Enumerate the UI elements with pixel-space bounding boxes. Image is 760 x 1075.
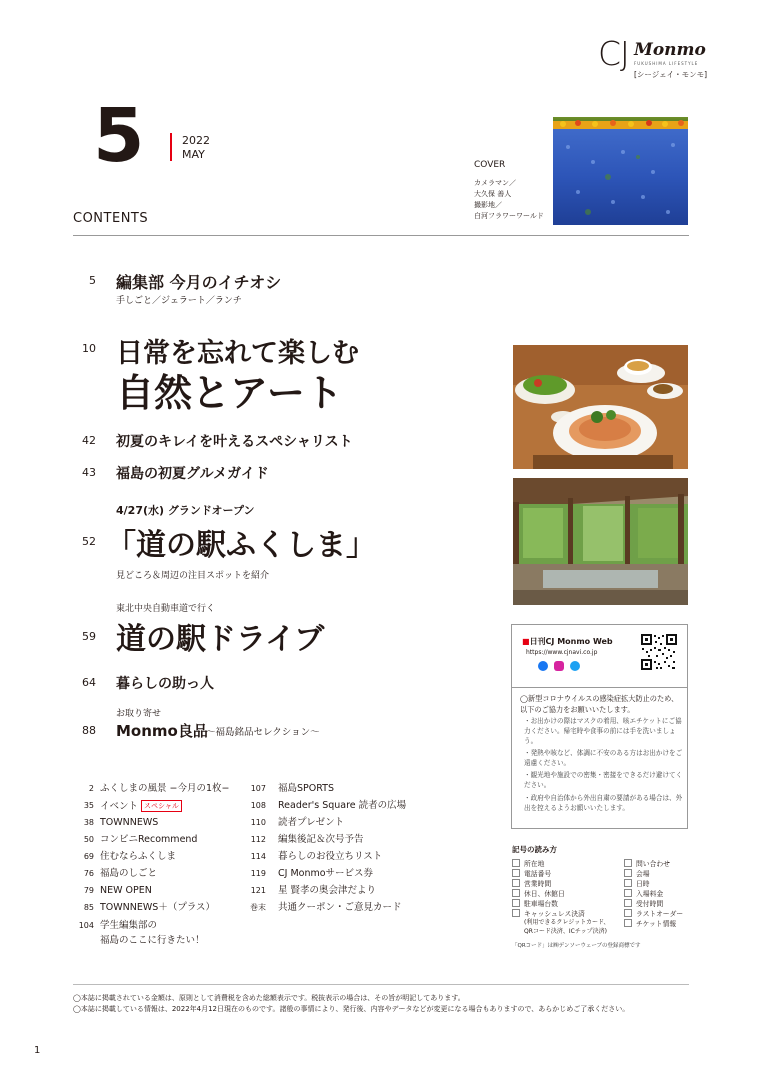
covid-notice-item: ・発熱や咳など、体調に不安のある方はお出かけをご遠慮ください。 — [524, 749, 683, 767]
logo-tagline: FUKUSHIMA LIFESTYLE — [634, 61, 699, 66]
list-page: 38 — [83, 818, 94, 827]
toc-kicker: 4/27(水) グランドオープン — [116, 504, 255, 517]
qr-code[interactable] — [640, 633, 678, 671]
covid-notice-item: ・政府や自治体から外出自粛の要請がある場合は、外出を控えるようお願いいたします。 — [524, 794, 683, 812]
toc-title-large[interactable]: 「道の駅ふくしま」 — [106, 528, 376, 563]
list-item[interactable]: 学生編集部の — [100, 920, 158, 931]
toc-title[interactable]: 日常を忘れて楽しむ — [116, 338, 359, 369]
twitter-icon[interactable] — [570, 661, 580, 671]
toc-title[interactable]: 編集部 今月のイチオシ — [116, 273, 282, 292]
ticket-icon — [624, 919, 632, 927]
web-url[interactable]: https://www.cjnavi.co.jp — [526, 649, 598, 656]
list-page: 79 — [83, 886, 94, 895]
toc-kicker: 東北中央自動車道で行く — [116, 604, 216, 614]
issue-month: MAY — [182, 148, 205, 161]
legend-title: 記号の読み方 — [512, 845, 557, 854]
logo-kana: [シージェイ・モンモ] — [634, 70, 708, 79]
list-item[interactable]: イベント スペシャル — [100, 800, 182, 813]
legend-item: 日時 — [624, 879, 650, 889]
toc-subtitle: ～福島銘品セレクション～ — [206, 727, 320, 738]
cover-credit-line: 撮影地／ — [474, 201, 502, 209]
list-item[interactable]: 住むならふくしま — [100, 851, 177, 862]
toc-title[interactable]: 初夏のキレイを叶えるスペシャリスト — [116, 434, 353, 450]
legend-item: 入場料金 — [624, 889, 663, 899]
list-page: 110 — [250, 818, 266, 827]
list-item[interactable]: 暮らしのお役立ちリスト — [278, 851, 383, 862]
list-page: 104 — [78, 921, 94, 930]
toc-page: 88 — [82, 724, 96, 737]
facebook-icon[interactable] — [538, 661, 548, 671]
toc-page: 42 — [82, 434, 96, 447]
legend-item: ラストオーダー — [624, 909, 683, 919]
parking-icon — [512, 899, 520, 907]
cover-credit-line: 白河フラワーワールド — [474, 212, 544, 220]
cashless-icon — [512, 909, 520, 917]
legend-item: 受付時間 — [624, 899, 663, 909]
last-order-icon — [624, 909, 632, 917]
list-page: 108 — [250, 801, 266, 810]
contents-heading: CONTENTS — [73, 211, 149, 226]
footnote: ◯本誌に掲載している情報は、2022年4月12日現在のものです。諸般の事情により、発行後、内容やデータなどが変更になる場合もありますので、あらかじめご了承ください。 — [73, 1005, 630, 1013]
list-item[interactable]: 福島SPORTS — [278, 783, 334, 794]
list-item[interactable]: CJ Monmoサービス券 — [278, 868, 374, 879]
web-title[interactable]: ■日刊CJ Monmo Web — [522, 637, 613, 646]
covid-notice: ◯新型コロナウイルスの感染症拡大防止のため、以下のご協力をお願いいたします。 — [520, 694, 679, 714]
instagram-icon[interactable] — [554, 661, 564, 671]
list-page: 107 — [250, 784, 266, 793]
covid-notice-item: ・観光地や施設での密集・密接をできるだけ避けてください。 — [524, 771, 683, 789]
legend-item: 問い合わせ — [624, 859, 670, 869]
food-photo — [513, 345, 688, 469]
list-page: 35 — [83, 801, 94, 810]
list-item[interactable]: コンビニRecommend — [100, 834, 198, 845]
toc-page: 64 — [82, 676, 96, 689]
toc-page: 59 — [82, 630, 96, 643]
list-item-continued[interactable]: 福島のここに行きたい！ — [100, 935, 205, 946]
toc-title[interactable]: Monmo良品 — [116, 722, 208, 740]
fee-icon — [624, 889, 632, 897]
page-number: 1 — [34, 1045, 41, 1056]
legend-note: QRコード決済、ICチップ決済) — [524, 928, 608, 935]
address-icon — [512, 859, 520, 867]
list-item[interactable]: 星 賢孝の奥会津だより — [278, 885, 377, 896]
toc-subtitle: 見どころ＆周辺の注目スポットを紹介 — [116, 571, 270, 581]
legend-item: キャッシュレス決済 — [512, 909, 585, 919]
list-item[interactable]: 福島のしごと — [100, 868, 158, 879]
datetime-icon — [624, 879, 632, 887]
logo-monmo: Monmo — [634, 40, 706, 60]
toc-page: 10 — [82, 342, 96, 355]
legend-item: チケット情報 — [624, 919, 676, 929]
list-page: 巻末 — [250, 903, 266, 912]
venue-icon — [624, 869, 632, 877]
toc-kicker: お取り寄せ — [116, 709, 162, 719]
list-page: 50 — [83, 835, 94, 844]
toc-title[interactable]: 福島の初夏グルメガイド — [116, 466, 269, 482]
web-box-divider — [512, 687, 687, 688]
cover-credit-line: カメラマン／ — [474, 179, 516, 187]
list-page: 2 — [88, 784, 94, 793]
list-item[interactable]: Reader's Square 読者の広場 — [278, 800, 407, 811]
list-page: 121 — [250, 886, 266, 895]
list-page: 119 — [250, 869, 266, 878]
special-badge: スペシャル — [141, 800, 182, 812]
list-item[interactable]: 読者プレゼント — [278, 817, 345, 828]
issue-number: 5 — [93, 93, 145, 179]
toc-page: 5 — [89, 274, 96, 287]
phone-icon — [512, 869, 520, 877]
list-page: 69 — [83, 852, 94, 861]
toc-subtitle: 手しごと／ジェラート／ランチ — [116, 296, 242, 306]
inquiry-icon — [624, 859, 632, 867]
covid-notice-item: ・お出かけの際はマスクの着用、咳エチケットにご協力ください。帰宅時や食事の前には手を洗いましょう。 — [524, 717, 682, 745]
list-item[interactable]: 共通クーポン・ご意見カード — [278, 902, 402, 913]
footnote: ◯本誌に掲載されている金額は、原則として消費税を含めた総額表示です。税抜表示の場合は、その旨が明記してあります。 — [73, 994, 465, 1002]
web-title-text: 日刊CJ Monmo Web — [529, 637, 613, 646]
issue-year: 2022 — [182, 134, 210, 147]
list-item[interactable]: NEW OPEN — [100, 885, 152, 896]
legend-note: (利用できるクレジットカード、 — [524, 919, 610, 926]
legend-item: 駐車場台数 — [512, 899, 558, 909]
legend-item: 会場 — [624, 869, 650, 879]
legend-item: 所在地 — [512, 859, 544, 869]
cover-label: COVER — [474, 160, 506, 170]
toc-page: 52 — [82, 535, 96, 548]
reception-icon — [624, 899, 632, 907]
toc-page: 43 — [82, 466, 96, 479]
toc-title-large[interactable]: 道の駅ドライブ — [116, 622, 325, 657]
list-page: 85 — [83, 903, 94, 912]
footer-divider — [73, 984, 689, 985]
magazine-logo — [598, 34, 718, 84]
list-page: 112 — [250, 835, 266, 844]
legend-item: 電話番号 — [512, 869, 551, 879]
legend-item: 営業時間 — [512, 879, 551, 889]
holiday-icon — [512, 889, 520, 897]
list-page: 76 — [83, 869, 94, 878]
cover-photo — [553, 117, 688, 225]
list-item[interactable]: ふくしまの風景 −今月の1枚− — [100, 783, 230, 794]
toc-title[interactable]: 暮らしの助っ人 — [116, 676, 214, 692]
logo-cj: CJ — [598, 34, 629, 73]
legend-item: 休日、休館日 — [512, 889, 565, 899]
list-item[interactable]: TOWNNEWS＋（プラス） — [100, 902, 216, 913]
web-notice-box — [511, 624, 688, 829]
building-photo — [513, 478, 688, 605]
list-page: 114 — [250, 852, 266, 861]
cover-credit-line: 大久保 善人 — [474, 190, 512, 198]
hours-icon — [512, 879, 520, 887]
toc-title-large[interactable]: 自然とアート — [116, 371, 343, 415]
legend-qr-note: 「QRコード」は㈱デンソーウェーブの登録商標です — [512, 943, 641, 949]
contents-divider — [73, 235, 689, 236]
list-item[interactable]: 編集後記＆次号予告 — [278, 834, 364, 845]
list-item[interactable]: TOWNNEWS — [100, 817, 159, 828]
issue-divider — [170, 133, 172, 161]
